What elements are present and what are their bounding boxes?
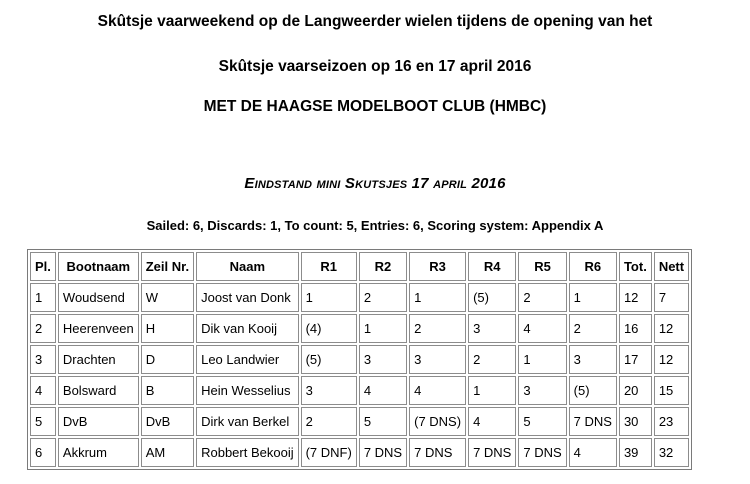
cell-sail-number: B bbox=[141, 376, 194, 405]
cell-r3: 2 bbox=[409, 314, 466, 343]
cell-nett: 7 bbox=[654, 283, 689, 312]
cell-total: 16 bbox=[619, 314, 652, 343]
table-row bbox=[30, 438, 689, 467]
cell-total: 39 bbox=[619, 438, 652, 467]
cell-nett: 12 bbox=[654, 314, 689, 343]
cell-r5: 2 bbox=[518, 283, 566, 312]
cell-nett: 23 bbox=[654, 407, 689, 436]
cell-r3: (7 DNS) bbox=[409, 407, 466, 436]
cell-r6: 1 bbox=[569, 283, 617, 312]
cell-boat-name: Heerenveen bbox=[58, 314, 139, 343]
cell-place: 5 bbox=[30, 407, 56, 436]
cell-sail-number: AM bbox=[141, 438, 194, 467]
cell-r4: (5) bbox=[468, 283, 516, 312]
cell-skipper-name: Robbert Bekooij bbox=[196, 438, 299, 467]
heading-line-3: MET DE HAAGSE MODELBOOT CLUB (HMBC) bbox=[203, 98, 547, 115]
cell-r3: 3 bbox=[409, 345, 466, 374]
cell-r6: 7 DNS bbox=[569, 407, 617, 436]
cell-r1: 1 bbox=[301, 283, 357, 312]
cell-r4: 7 DNS bbox=[468, 438, 516, 467]
cell-skipper-name: Dik van Kooij bbox=[196, 314, 299, 343]
table-row bbox=[30, 314, 689, 343]
cell-r6: 2 bbox=[569, 314, 617, 343]
cell-boat-name: Drachten bbox=[58, 345, 139, 374]
header-nett: Nett bbox=[654, 252, 689, 281]
header-r6: R6 bbox=[569, 252, 617, 281]
cell-place: 1 bbox=[30, 283, 56, 312]
cell-r4: 2 bbox=[468, 345, 516, 374]
cell-r6: (5) bbox=[569, 376, 617, 405]
cell-total: 12 bbox=[619, 283, 652, 312]
header-total: Tot. bbox=[619, 252, 652, 281]
cell-r4: 1 bbox=[468, 376, 516, 405]
race-info: Sailed: 6, Discards: 1, To count: 5, Entries: 6, Scoring system: Appendix A bbox=[146, 218, 604, 233]
heading-line-1: Skûtsje vaarweekend op de Langweerder wielen tijdens de opening van het bbox=[97, 13, 653, 30]
cell-total: 20 bbox=[619, 376, 652, 405]
cell-r2: 1 bbox=[359, 314, 407, 343]
table-row bbox=[30, 283, 689, 312]
cell-nett: 12 bbox=[654, 345, 689, 374]
header-r3: R3 bbox=[409, 252, 466, 281]
cell-skipper-name: Dirk van Berkel bbox=[196, 407, 299, 436]
cell-r3: 1 bbox=[409, 283, 466, 312]
header-skipper-name: Naam bbox=[196, 252, 299, 281]
table-row bbox=[30, 376, 689, 405]
header-sail-number: Zeil Nr. bbox=[141, 252, 194, 281]
header-place: Pl. bbox=[30, 252, 56, 281]
cell-boat-name: Bolsward bbox=[58, 376, 139, 405]
cell-r4: 3 bbox=[468, 314, 516, 343]
cell-sail-number: DvB bbox=[141, 407, 194, 436]
cell-place: 6 bbox=[30, 438, 56, 467]
cell-skipper-name: Hein Wesselius bbox=[196, 376, 299, 405]
cell-total: 30 bbox=[619, 407, 652, 436]
cell-r5: 3 bbox=[518, 376, 566, 405]
cell-r5: 5 bbox=[518, 407, 566, 436]
cell-sail-number: H bbox=[141, 314, 194, 343]
header-r5: R5 bbox=[518, 252, 566, 281]
cell-r1: (4) bbox=[301, 314, 357, 343]
cell-place: 3 bbox=[30, 345, 56, 374]
cell-r6: 4 bbox=[569, 438, 617, 467]
header-r1: R1 bbox=[301, 252, 357, 281]
cell-r1: 2 bbox=[301, 407, 357, 436]
cell-r2: 5 bbox=[359, 407, 407, 436]
cell-r4: 4 bbox=[468, 407, 516, 436]
cell-boat-name: Woudsend bbox=[58, 283, 139, 312]
cell-r5: 4 bbox=[518, 314, 566, 343]
table-row bbox=[30, 407, 689, 436]
cell-r5: 7 DNS bbox=[518, 438, 566, 467]
header-r2: R2 bbox=[359, 252, 407, 281]
cell-r1: 3 bbox=[301, 376, 357, 405]
heading-line-2: Skûtsje vaarseizoen op 16 en 17 april 2016 bbox=[218, 58, 532, 75]
cell-r1: (7 DNF) bbox=[301, 438, 357, 467]
cell-skipper-name: Joost van Donk bbox=[196, 283, 299, 312]
cell-sail-number: W bbox=[141, 283, 194, 312]
cell-r2: 2 bbox=[359, 283, 407, 312]
table-header-row bbox=[30, 252, 689, 281]
cell-r2: 4 bbox=[359, 376, 407, 405]
cell-r2: 3 bbox=[359, 345, 407, 374]
cell-sail-number: D bbox=[141, 345, 194, 374]
cell-nett: 32 bbox=[654, 438, 689, 467]
cell-place: 4 bbox=[30, 376, 56, 405]
header-boat-name: Bootnaam bbox=[58, 252, 139, 281]
cell-r5: 1 bbox=[518, 345, 566, 374]
cell-total: 17 bbox=[619, 345, 652, 374]
cell-boat-name: DvB bbox=[58, 407, 139, 436]
cell-r6: 3 bbox=[569, 345, 617, 374]
cell-nett: 15 bbox=[654, 376, 689, 405]
cell-r2: 7 DNS bbox=[359, 438, 407, 467]
table-row bbox=[30, 345, 689, 374]
cell-r3: 4 bbox=[409, 376, 466, 405]
cell-r1: (5) bbox=[301, 345, 357, 374]
results-title: Eindstand mini Skutsjes 17 april 2016 bbox=[244, 175, 506, 192]
cell-skipper-name: Leo Landwier bbox=[196, 345, 299, 374]
cell-boat-name: Akkrum bbox=[58, 438, 139, 467]
header-r4: R4 bbox=[468, 252, 516, 281]
cell-r3: 7 DNS bbox=[409, 438, 466, 467]
cell-place: 2 bbox=[30, 314, 56, 343]
results-table bbox=[27, 249, 692, 470]
